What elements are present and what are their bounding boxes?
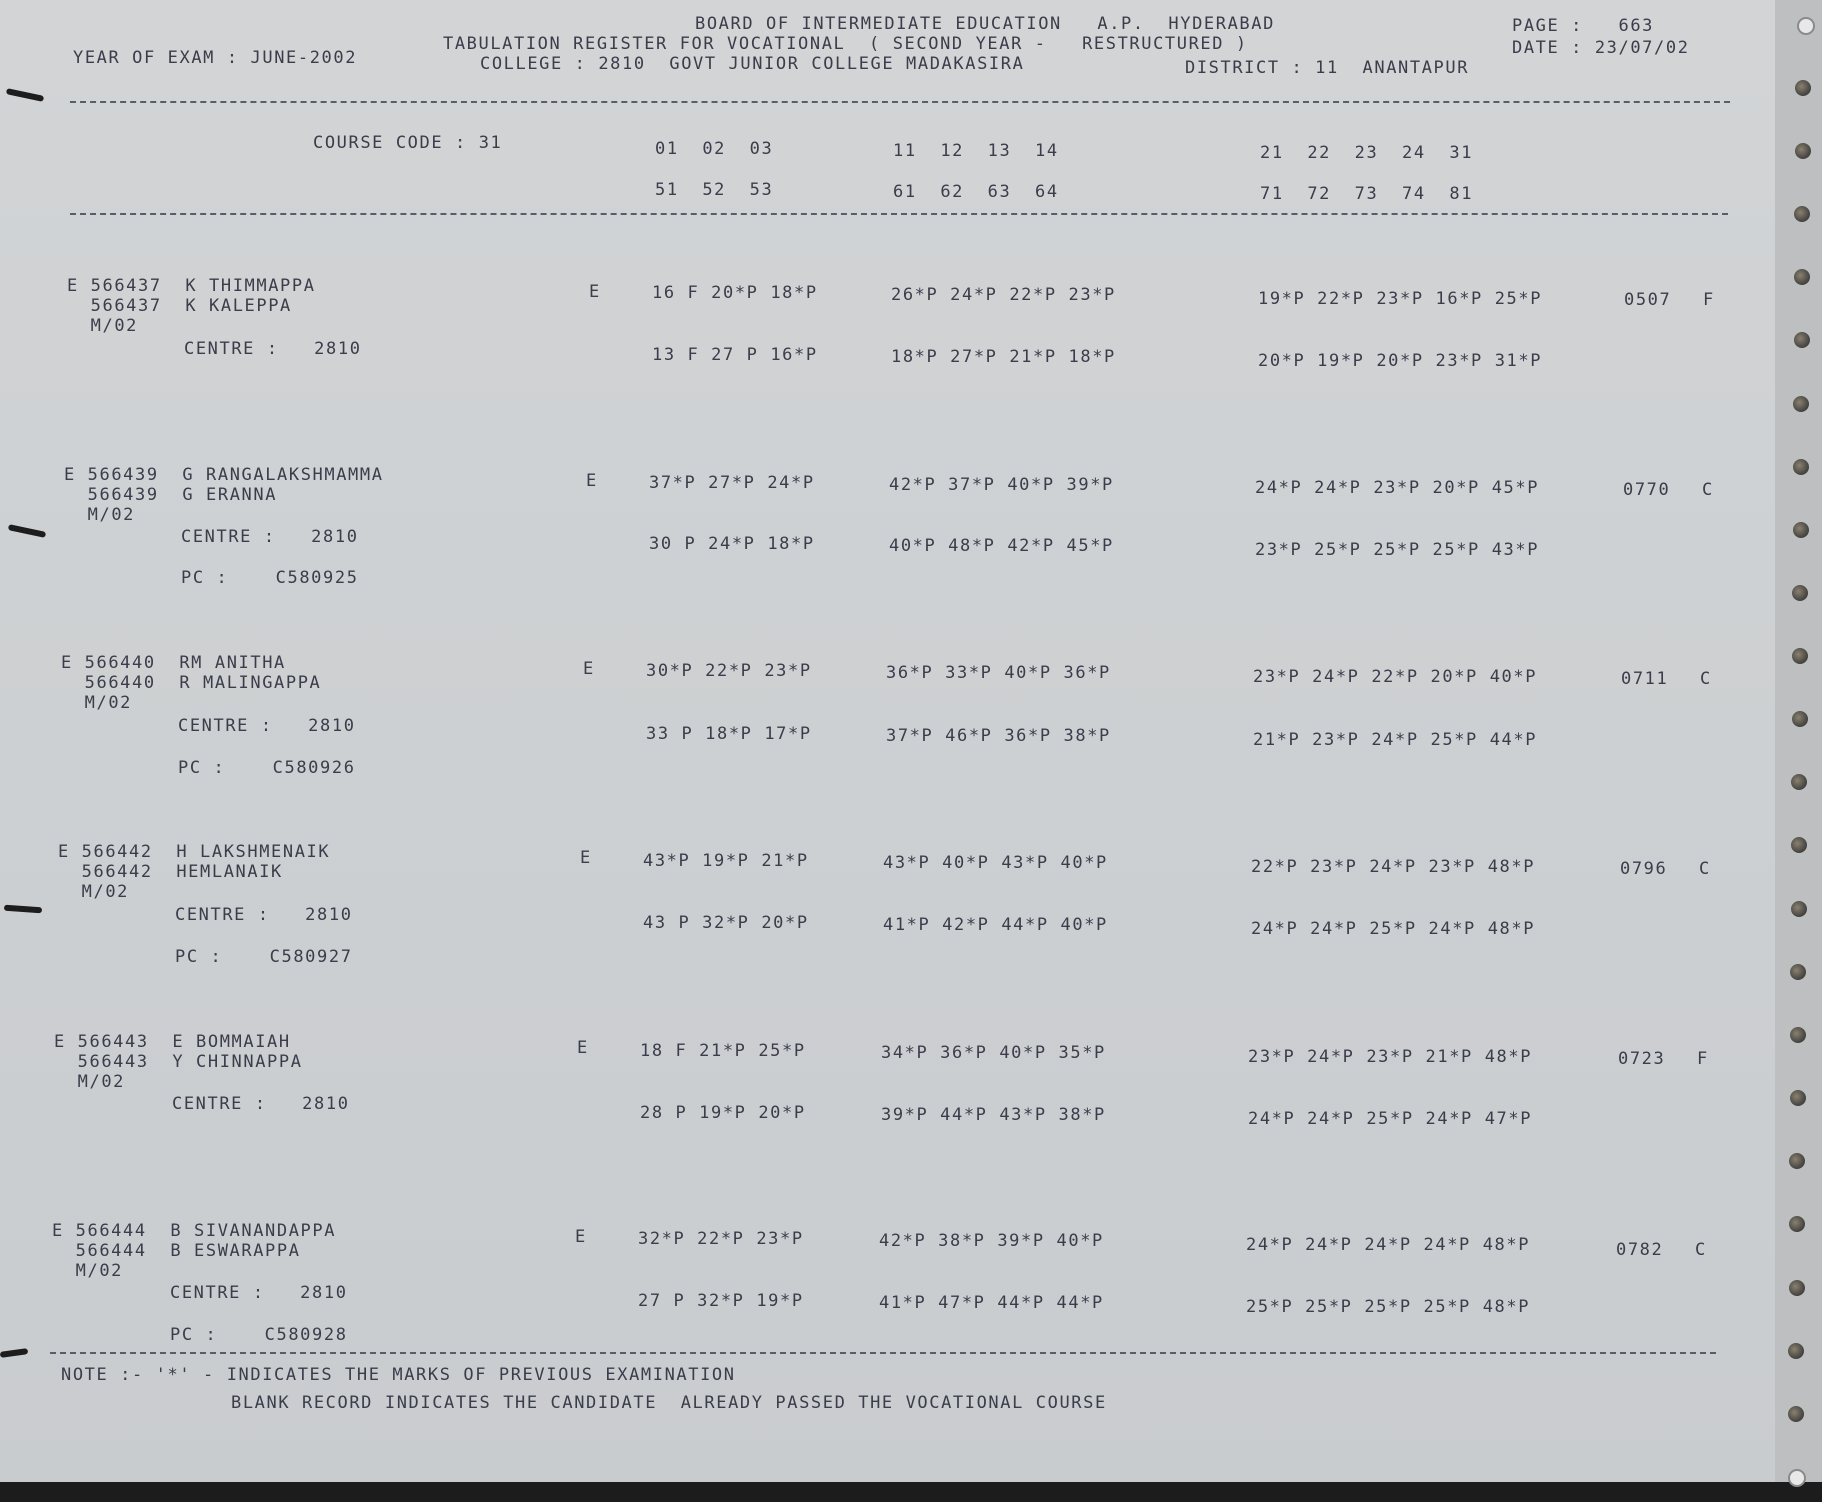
note-line-2: BLANK RECORD INDICATES THE CANDIDATE ALREADY PASSED THE VOCATIONAL COURSE (231, 1393, 1107, 1413)
marks-group-b-1: 42*P 37*P 40*P 39*P (889, 475, 1114, 495)
father-id-name: 566440 R MALINGAPPA (61, 673, 322, 693)
result-code: C (1699, 859, 1711, 879)
exam-flag: E (577, 1038, 589, 1058)
marks-group-a-1: 32*P 22*P 23*P (638, 1229, 804, 1249)
marks-group-c-2: 24*P 24*P 25*P 24*P 48*P (1251, 919, 1536, 939)
total-marks: 0507 (1624, 290, 1672, 310)
exam-flag: E (589, 282, 601, 302)
centre: CENTRE : 2810 (172, 1094, 350, 1114)
punch-hole (1791, 774, 1807, 790)
father-id-name: 566437 K KALEPPA (67, 296, 292, 316)
total-marks: 0796 (1620, 859, 1668, 879)
exam-flag: E (586, 471, 598, 491)
district-line: DISTRICT : 11 ANANTAPUR (1185, 58, 1470, 78)
marks-group-a-2: 33 P 18*P 17*P (646, 724, 812, 744)
subject-codes-c-top: 21 22 23 24 31 (1260, 143, 1474, 163)
marks-group-c-2: 24*P 24*P 25*P 24*P 47*P (1248, 1109, 1533, 1129)
candidate-id-name: E 566444 B SIVANANDAPPA (52, 1221, 337, 1241)
punch-hole (1790, 964, 1806, 980)
separator-top (70, 101, 1730, 103)
punch-hole (1794, 269, 1810, 285)
centre: CENTRE : 2810 (181, 527, 359, 547)
candidate-id-name: E 566443 E BOMMAIAH (54, 1032, 291, 1052)
punch-hole (1793, 396, 1809, 412)
marks-group-b-2: 18*P 27*P 21*P 18*P (891, 347, 1116, 367)
marks-group-c-1: 19*P 22*P 23*P 16*P 25*P (1258, 289, 1543, 309)
marks-group-a-2: 43 P 32*P 20*P (643, 913, 809, 933)
marks-group-a-2: 27 P 32*P 19*P (638, 1291, 804, 1311)
centre: CENTRE : 2810 (175, 905, 353, 925)
subject-codes-b-top: 11 12 13 14 (893, 141, 1059, 161)
marks-group-a-1: 16 F 20*P 18*P (652, 283, 818, 303)
punch-hole (1794, 206, 1810, 222)
medium-year: M/02 (61, 693, 133, 713)
college-line: COLLEGE : 2810 GOVT JUNIOR COLLEGE MADAKASIRA (480, 54, 1025, 74)
subject-codes-a-top: 01 02 03 (655, 139, 774, 159)
marks-group-b-1: 34*P 36*P 40*P 35*P (881, 1043, 1106, 1063)
marks-group-c-1: 23*P 24*P 23*P 21*P 48*P (1248, 1047, 1533, 1067)
father-id-name: 566439 G ERANNA (64, 485, 278, 505)
centre: CENTRE : 2810 (170, 1283, 348, 1303)
punch-hole (1792, 585, 1808, 601)
candidate-id-name: E 566442 H LAKSHMENAIK (58, 842, 331, 862)
marks-group-c-1: 23*P 24*P 22*P 20*P 40*P (1253, 667, 1538, 687)
candidate-id-name: E 566439 G RANGALAKSHMAMMA (64, 465, 384, 485)
marks-group-b-2: 39*P 44*P 43*P 38*P (881, 1105, 1106, 1125)
marks-group-c-2: 25*P 25*P 25*P 25*P 48*P (1246, 1297, 1531, 1317)
punch-hole (1788, 1343, 1804, 1359)
punch-hole (1790, 1090, 1806, 1106)
total-marks: 0770 (1623, 480, 1671, 500)
marks-group-c-1: 22*P 23*P 24*P 23*P 48*P (1251, 857, 1536, 877)
pc-number: PC : C580926 (178, 758, 356, 778)
print-date: DATE : 23/07/02 (1512, 38, 1690, 58)
separator-header (70, 213, 1728, 215)
separator-bottom (50, 1352, 1716, 1354)
punch-hole (1794, 332, 1810, 348)
centre: CENTRE : 2810 (184, 339, 362, 359)
marks-group-a-1: 30*P 22*P 23*P (646, 661, 812, 681)
pc-number: PC : C580928 (170, 1325, 348, 1345)
sheet-edge (1775, 0, 1822, 1502)
punch-hole (1791, 901, 1807, 917)
pc-number: PC : C580927 (175, 947, 353, 967)
father-id-name: 566442 HEMLANAIK (58, 862, 283, 882)
subject-codes-b-bottom: 61 62 63 64 (893, 182, 1059, 202)
medium-year: M/02 (54, 1072, 126, 1092)
medium-year: M/02 (58, 882, 130, 902)
candidate-id-name: E 566440 RM ANITHA (61, 653, 286, 673)
punch-hole (1792, 711, 1808, 727)
marks-group-a-2: 28 P 19*P 20*P (640, 1103, 806, 1123)
marks-group-b-2: 37*P 46*P 36*P 38*P (886, 726, 1111, 746)
punch-hole (1793, 459, 1809, 475)
punch-hole (1790, 1027, 1806, 1043)
subject-codes-a-bottom: 51 52 53 (655, 180, 774, 200)
result-code: C (1700, 669, 1712, 689)
marks-group-a-1: 37*P 27*P 24*P (649, 473, 815, 493)
result-code: F (1697, 1049, 1709, 1069)
father-id-name: 566443 Y CHINNAPPA (54, 1052, 303, 1072)
year-of-exam: YEAR OF EXAM : JUNE-2002 (73, 48, 358, 68)
marks-group-b-2: 41*P 42*P 44*P 40*P (883, 915, 1108, 935)
result-code: F (1703, 290, 1715, 310)
marks-group-a-1: 18 F 21*P 25*P (640, 1041, 806, 1061)
punch-hole (1797, 17, 1815, 35)
pc-number: PC : C580925 (181, 568, 359, 588)
father-id-name: 566444 B ESWARAPPA (52, 1241, 301, 1261)
medium-year: M/02 (52, 1261, 124, 1281)
marks-group-a-2: 30 P 24*P 18*P (649, 534, 815, 554)
total-marks: 0711 (1621, 669, 1669, 689)
punch-hole (1788, 1406, 1804, 1422)
marks-group-c-2: 23*P 25*P 25*P 25*P 43*P (1255, 540, 1540, 560)
marks-group-c-1: 24*P 24*P 24*P 24*P 48*P (1246, 1235, 1531, 1255)
note-line-1: NOTE :- '*' - INDICATES THE MARKS OF PREVIOUS EXAMINATION (61, 1365, 736, 1385)
board-title: BOARD OF INTERMEDIATE EDUCATION A.P. HYDERABAD (695, 14, 1275, 34)
page-number: PAGE : 663 (1512, 16, 1655, 36)
punch-hole (1789, 1216, 1805, 1232)
exam-flag: E (580, 848, 592, 868)
punch-hole (1788, 1469, 1806, 1487)
register-title: TABULATION REGISTER FOR VOCATIONAL ( SECOND YEAR - RESTRUCTURED ) (443, 34, 1248, 54)
medium-year: M/02 (64, 505, 136, 525)
course-code: COURSE CODE : 31 (313, 133, 503, 153)
marks-group-b-2: 40*P 48*P 42*P 45*P (889, 536, 1114, 556)
punch-hole (1789, 1153, 1805, 1169)
marks-group-b-1: 43*P 40*P 43*P 40*P (883, 853, 1108, 873)
centre: CENTRE : 2810 (178, 716, 356, 736)
punch-hole (1795, 80, 1811, 96)
punch-hole (1792, 648, 1808, 664)
marks-group-b-2: 41*P 47*P 44*P 44*P (879, 1293, 1104, 1313)
result-code: C (1695, 1240, 1707, 1260)
candidate-id-name: E 566437 K THIMMAPPA (67, 276, 316, 296)
bottom-edge (0, 1482, 1822, 1502)
marks-group-c-2: 21*P 23*P 24*P 25*P 44*P (1253, 730, 1538, 750)
punch-hole (1793, 522, 1809, 538)
marks-group-a-2: 13 F 27 P 16*P (652, 345, 818, 365)
medium-year: M/02 (67, 316, 139, 336)
marks-group-b-1: 36*P 33*P 40*P 36*P (886, 663, 1111, 683)
marks-group-c-1: 24*P 24*P 23*P 20*P 45*P (1255, 478, 1540, 498)
marks-group-a-1: 43*P 19*P 21*P (643, 851, 809, 871)
marks-group-b-1: 26*P 24*P 22*P 23*P (891, 285, 1116, 305)
exam-flag: E (583, 659, 595, 679)
punch-hole (1791, 837, 1807, 853)
marks-group-b-1: 42*P 38*P 39*P 40*P (879, 1231, 1104, 1251)
punch-hole (1795, 143, 1811, 159)
subject-codes-c-bottom: 71 72 73 74 81 (1260, 184, 1474, 204)
marks-group-c-2: 20*P 19*P 20*P 23*P 31*P (1258, 351, 1543, 371)
punch-hole (1789, 1280, 1805, 1296)
total-marks: 0723 (1618, 1049, 1666, 1069)
exam-flag: E (575, 1227, 587, 1247)
total-marks: 0782 (1616, 1240, 1664, 1260)
result-code: C (1702, 480, 1714, 500)
